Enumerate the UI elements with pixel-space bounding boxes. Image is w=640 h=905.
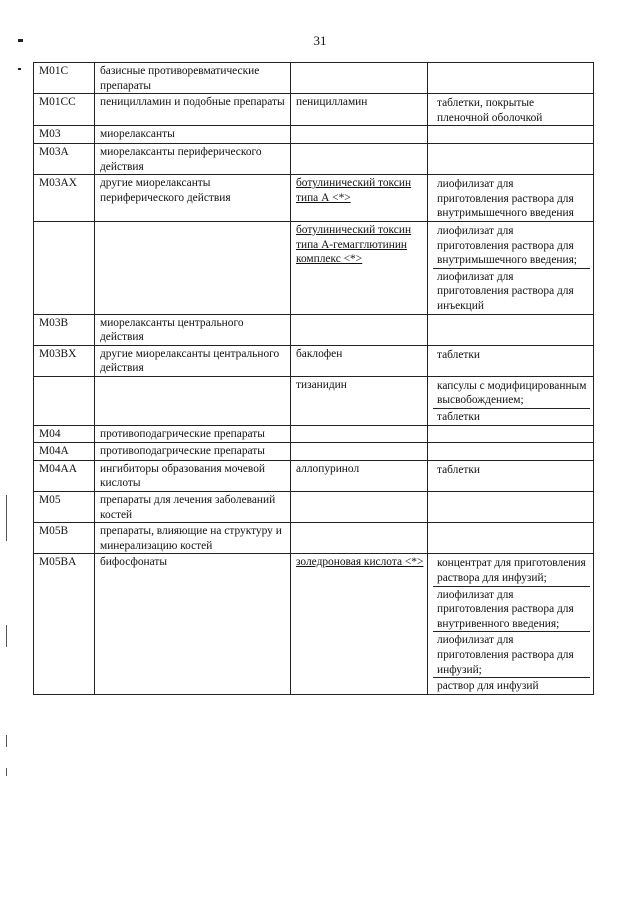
dosage-form-cell	[428, 143, 594, 174]
drug-name-cell: тизанидин	[291, 376, 428, 425]
dosage-form-cell	[428, 425, 594, 443]
table-row	[34, 345, 594, 376]
dosage-form-item	[433, 427, 590, 443]
drug-name-cell: пеницилламин	[291, 94, 428, 126]
dosage-form-item: концентрат для приготовления раствора для инфузий;	[437, 557, 586, 584]
page-number: 31	[313, 33, 327, 48]
dosage-form-item: лиофилизат для приготовления раствора для внутривенного введения;	[433, 586, 590, 632]
anatomical-group-cell: другие миорелаксанты центрального действия	[95, 345, 291, 376]
table-row	[34, 425, 594, 443]
scan-edge-mark	[6, 735, 7, 747]
atc-code-cell	[34, 221, 95, 314]
atc-code-cell: M05B	[34, 523, 95, 554]
atc-code-cell: M03B	[34, 314, 95, 345]
atc-code-cell: M05	[34, 492, 95, 523]
anatomical-group-cell: ингибиторы образования мочевой кислоты	[95, 460, 291, 491]
dosage-form-cell	[428, 443, 594, 461]
dosage-form-item	[433, 524, 590, 540]
scan-mark	[18, 39, 23, 42]
table-row	[34, 63, 594, 94]
anatomical-group-cell: противоподагрические препараты	[95, 425, 291, 443]
atc-code-cell: M01CC	[34, 94, 95, 126]
drug-name-cell	[291, 492, 428, 523]
atc-code-cell: M04	[34, 425, 95, 443]
anatomical-group-cell: пеницилламин и подобные препараты	[95, 94, 291, 126]
table-row	[34, 143, 594, 174]
atc-code-cell: M04A	[34, 443, 95, 461]
table-row	[34, 443, 594, 461]
drug-name-cell	[291, 425, 428, 443]
dosage-form-cell	[428, 492, 594, 523]
atc-code-cell: M01C	[34, 63, 95, 94]
atc-code-cell: M03	[34, 126, 95, 144]
anatomical-group-cell: другие миорелаксанты периферического действия	[95, 175, 291, 222]
drug-name-cell	[291, 523, 428, 554]
dosage-form-cell	[428, 94, 594, 126]
dosage-form-item: капсулы с модифицированным высвобождением;	[437, 379, 587, 407]
drug-name-cell	[291, 126, 428, 144]
dosage-form-item: лиофилизат для приготовления раствора для инъекций	[433, 268, 590, 314]
dosage-form-item: таблетки	[433, 408, 590, 425]
dosage-form-item: таблетки	[437, 348, 481, 361]
drug-name-cell	[291, 314, 428, 345]
anatomical-group-cell: миорелаксанты центрального действия	[95, 314, 291, 345]
anatomical-group-cell	[95, 376, 291, 425]
table-row	[34, 314, 594, 345]
dosage-form-cell	[428, 523, 594, 554]
scan-mark	[18, 68, 21, 70]
anatomical-group-cell: бифосфонаты	[95, 554, 291, 694]
table-row	[34, 376, 594, 425]
dosage-form-cell	[428, 175, 594, 222]
dosage-form-item	[433, 127, 590, 143]
atc-code-cell: M03A	[34, 143, 95, 174]
table-row	[34, 492, 594, 523]
drug-classification-table	[33, 62, 594, 695]
scan-edge-mark	[6, 495, 7, 541]
table-row	[34, 221, 594, 314]
dosage-form-item: лиофилизат для приготовления раствора для инфузий;	[433, 631, 590, 677]
atc-code-cell: M05BA	[34, 554, 95, 694]
table-row	[34, 175, 594, 222]
drug-name-cell: ботулинический токсин типа А-гемагглютинин комплекс <*>	[291, 221, 428, 314]
anatomical-group-cell: миорелаксанты	[95, 126, 291, 144]
drug-name-cell	[291, 143, 428, 174]
table-row	[34, 126, 594, 144]
scan-edge-mark	[6, 768, 7, 776]
table-row	[34, 523, 594, 554]
table-body	[34, 63, 594, 695]
table-row	[34, 94, 594, 126]
drug-name-cell: баклофен	[291, 345, 428, 376]
dosage-form-item: лиофилизат для приготовления раствора для внутримышечного введения;	[437, 224, 577, 267]
dosage-form-cell	[428, 376, 594, 425]
anatomical-group-cell: препараты, влияющие на структуру и минерализацию костей	[95, 523, 291, 554]
atc-code-cell: M03AX	[34, 175, 95, 222]
dosage-form-cell	[428, 345, 594, 376]
dosage-form-cell	[428, 314, 594, 345]
dosage-form-item: таблетки, покрытые пленочной оболочкой	[437, 97, 543, 124]
scan-edge-mark	[6, 625, 7, 647]
anatomical-group-cell: базисные противоревматические препараты	[95, 63, 291, 94]
dosage-form-item	[433, 64, 590, 80]
table-row	[34, 554, 594, 694]
anatomical-group-cell: противоподагрические препараты	[95, 443, 291, 461]
dosage-form-cell	[428, 554, 594, 694]
drug-name-cell: ботулинический токсин типа А <*>	[291, 175, 428, 222]
table-row	[34, 460, 594, 491]
atc-code-cell: M04AA	[34, 460, 95, 491]
dosage-form-cell	[428, 221, 594, 314]
drug-name-cell: золедроновая кислота <*>	[291, 554, 428, 694]
anatomical-group-cell: миорелаксанты периферического действия	[95, 143, 291, 174]
atc-code-cell: M03BX	[34, 345, 95, 376]
dosage-form-item	[433, 316, 590, 332]
dosage-form-item: таблетки	[437, 463, 481, 476]
anatomical-group-cell	[95, 221, 291, 314]
dosage-form-cell	[428, 126, 594, 144]
dosage-form-item	[433, 493, 590, 509]
dosage-form-item: раствор для инфузий	[433, 677, 590, 694]
drug-name-cell: аллопуринол	[291, 460, 428, 491]
dosage-form-item: лиофилизат для приготовления раствора для внутримышечного введения	[437, 178, 574, 220]
drug-name-cell	[291, 443, 428, 461]
dosage-form-item	[433, 145, 590, 161]
dosage-form-item	[433, 444, 590, 460]
atc-code-cell	[34, 376, 95, 425]
dosage-form-cell	[428, 460, 594, 491]
dosage-form-cell	[428, 63, 594, 94]
drug-name-cell	[291, 63, 428, 94]
anatomical-group-cell: препараты для лечения заболеваний костей	[95, 492, 291, 523]
